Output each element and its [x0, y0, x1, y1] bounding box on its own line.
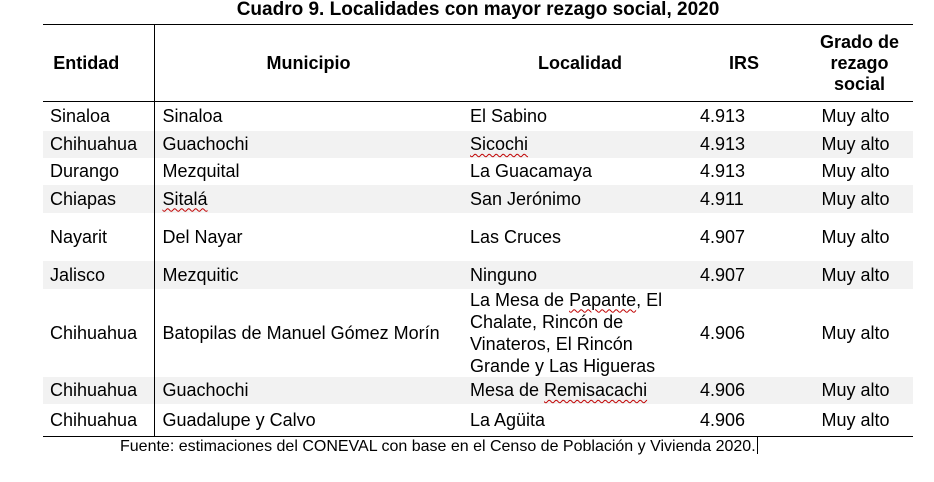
cell-municipio: Guadalupe y Calvo: [154, 404, 464, 437]
cell-irs: 4.913: [696, 131, 806, 158]
cell-municipio: Mezquitic: [154, 261, 464, 289]
cell-municipio: Guachochi: [154, 377, 464, 404]
cell-localidad: El Sabino: [470, 106, 548, 127]
cell-municipio: Guachochi: [154, 131, 464, 158]
header-grado: [806, 25, 913, 102]
cell-localidad: La Guacamaya: [470, 161, 593, 181]
cell-grado: Muy alto: [821, 226, 890, 247]
cell-entidad: Durango: [43, 158, 154, 185]
cell-entidad: Chiapas: [43, 185, 154, 213]
cell-localidad: [464, 289, 696, 377]
cell-localidad: [464, 131, 696, 158]
cell-localidad: San Jerónimo: [464, 185, 696, 213]
table-row: [43, 213, 913, 261]
localidad-text: Mesa de: [470, 380, 545, 400]
cell-localidad: Las Cruces: [470, 226, 562, 247]
cell-irs: 4.906: [700, 322, 746, 343]
source-note: [120, 437, 758, 457]
localidad-text: , El Chalate, Rincón de Vinateros, El Rincón Grande y Las Higueras: [470, 289, 663, 376]
cell-grado: Muy alto: [821, 106, 890, 127]
spellcheck-word: Sicochi: [470, 134, 529, 154]
cell-localidad: La Agüita: [464, 404, 696, 437]
cell-localidad: [464, 377, 696, 404]
cell-grado: Muy alto: [806, 377, 913, 404]
cell-localidad: Ninguno: [464, 261, 696, 289]
cell-irs: 4.906: [696, 377, 806, 404]
cell-grado: Muy alto: [806, 261, 913, 289]
cell-municipio: Batopilas de Manuel Gómez Morín: [162, 322, 440, 343]
localidad-text: La Mesa de: [470, 289, 570, 310]
spellcheck-word: Remisacachi: [544, 380, 648, 400]
table-title: Cuadro 9. Localidades con mayor rezago social, 2020: [236, 0, 720, 20]
cell-municipio: [154, 185, 464, 213]
cell-entidad: Chihuahua: [43, 289, 154, 377]
text-cursor: [757, 437, 758, 454]
header-localidad: Localidad: [464, 25, 696, 102]
cell-irs: 4.906: [696, 404, 806, 437]
cell-entidad: Sinaloa: [43, 102, 154, 131]
cell-entidad: Jalisco: [43, 261, 154, 289]
header-entidad: Entidad: [43, 25, 154, 102]
table-row: [43, 404, 913, 437]
table-row: [43, 158, 913, 185]
cell-entidad: Chihuahua: [43, 131, 154, 158]
cell-municipio: Del Nayar: [162, 226, 243, 247]
header-irs: IRS: [696, 25, 806, 102]
cell-grado: Muy alto: [821, 322, 890, 343]
spellcheck-word: Sitalá: [162, 188, 208, 209]
table-row: [43, 102, 913, 131]
header-row: [43, 25, 913, 102]
cell-entidad: Chihuahua: [43, 404, 154, 437]
cell-entidad: Nayarit: [43, 213, 154, 261]
header-municipio: Municipio: [154, 25, 464, 102]
cell-irs: 4.911: [696, 185, 806, 213]
spellcheck-word: Papante: [569, 289, 637, 310]
cell-grado: Muy alto: [806, 185, 913, 213]
cell-irs: 4.907: [700, 226, 746, 247]
cell-irs: 4.907: [696, 261, 806, 289]
cell-municipio: Mezquital: [162, 161, 240, 181]
header-grado-line2: rezago: [830, 52, 889, 73]
cell-irs: 4.913: [700, 161, 746, 181]
header-grado-line1: Grado de: [819, 31, 899, 52]
data-table: [43, 24, 913, 437]
table-row: [43, 261, 913, 289]
table-row: [43, 289, 913, 377]
cell-grado: Muy alto: [806, 131, 913, 158]
table-row: [43, 377, 913, 404]
cell-grado: Muy alto: [821, 161, 890, 181]
source-text: Fuente: estimaciones del CONEVAL con base en el Censo de Población y Vivienda 2020.: [120, 438, 756, 455]
table-row: [43, 185, 913, 213]
cell-municipio: Sinaloa: [162, 106, 223, 127]
cell-entidad: Chihuahua: [43, 377, 154, 404]
cell-irs: 4.913: [700, 106, 746, 127]
table-row: [43, 131, 913, 158]
header-grado-line3: social: [833, 73, 886, 94]
cell-grado: Muy alto: [806, 404, 913, 437]
